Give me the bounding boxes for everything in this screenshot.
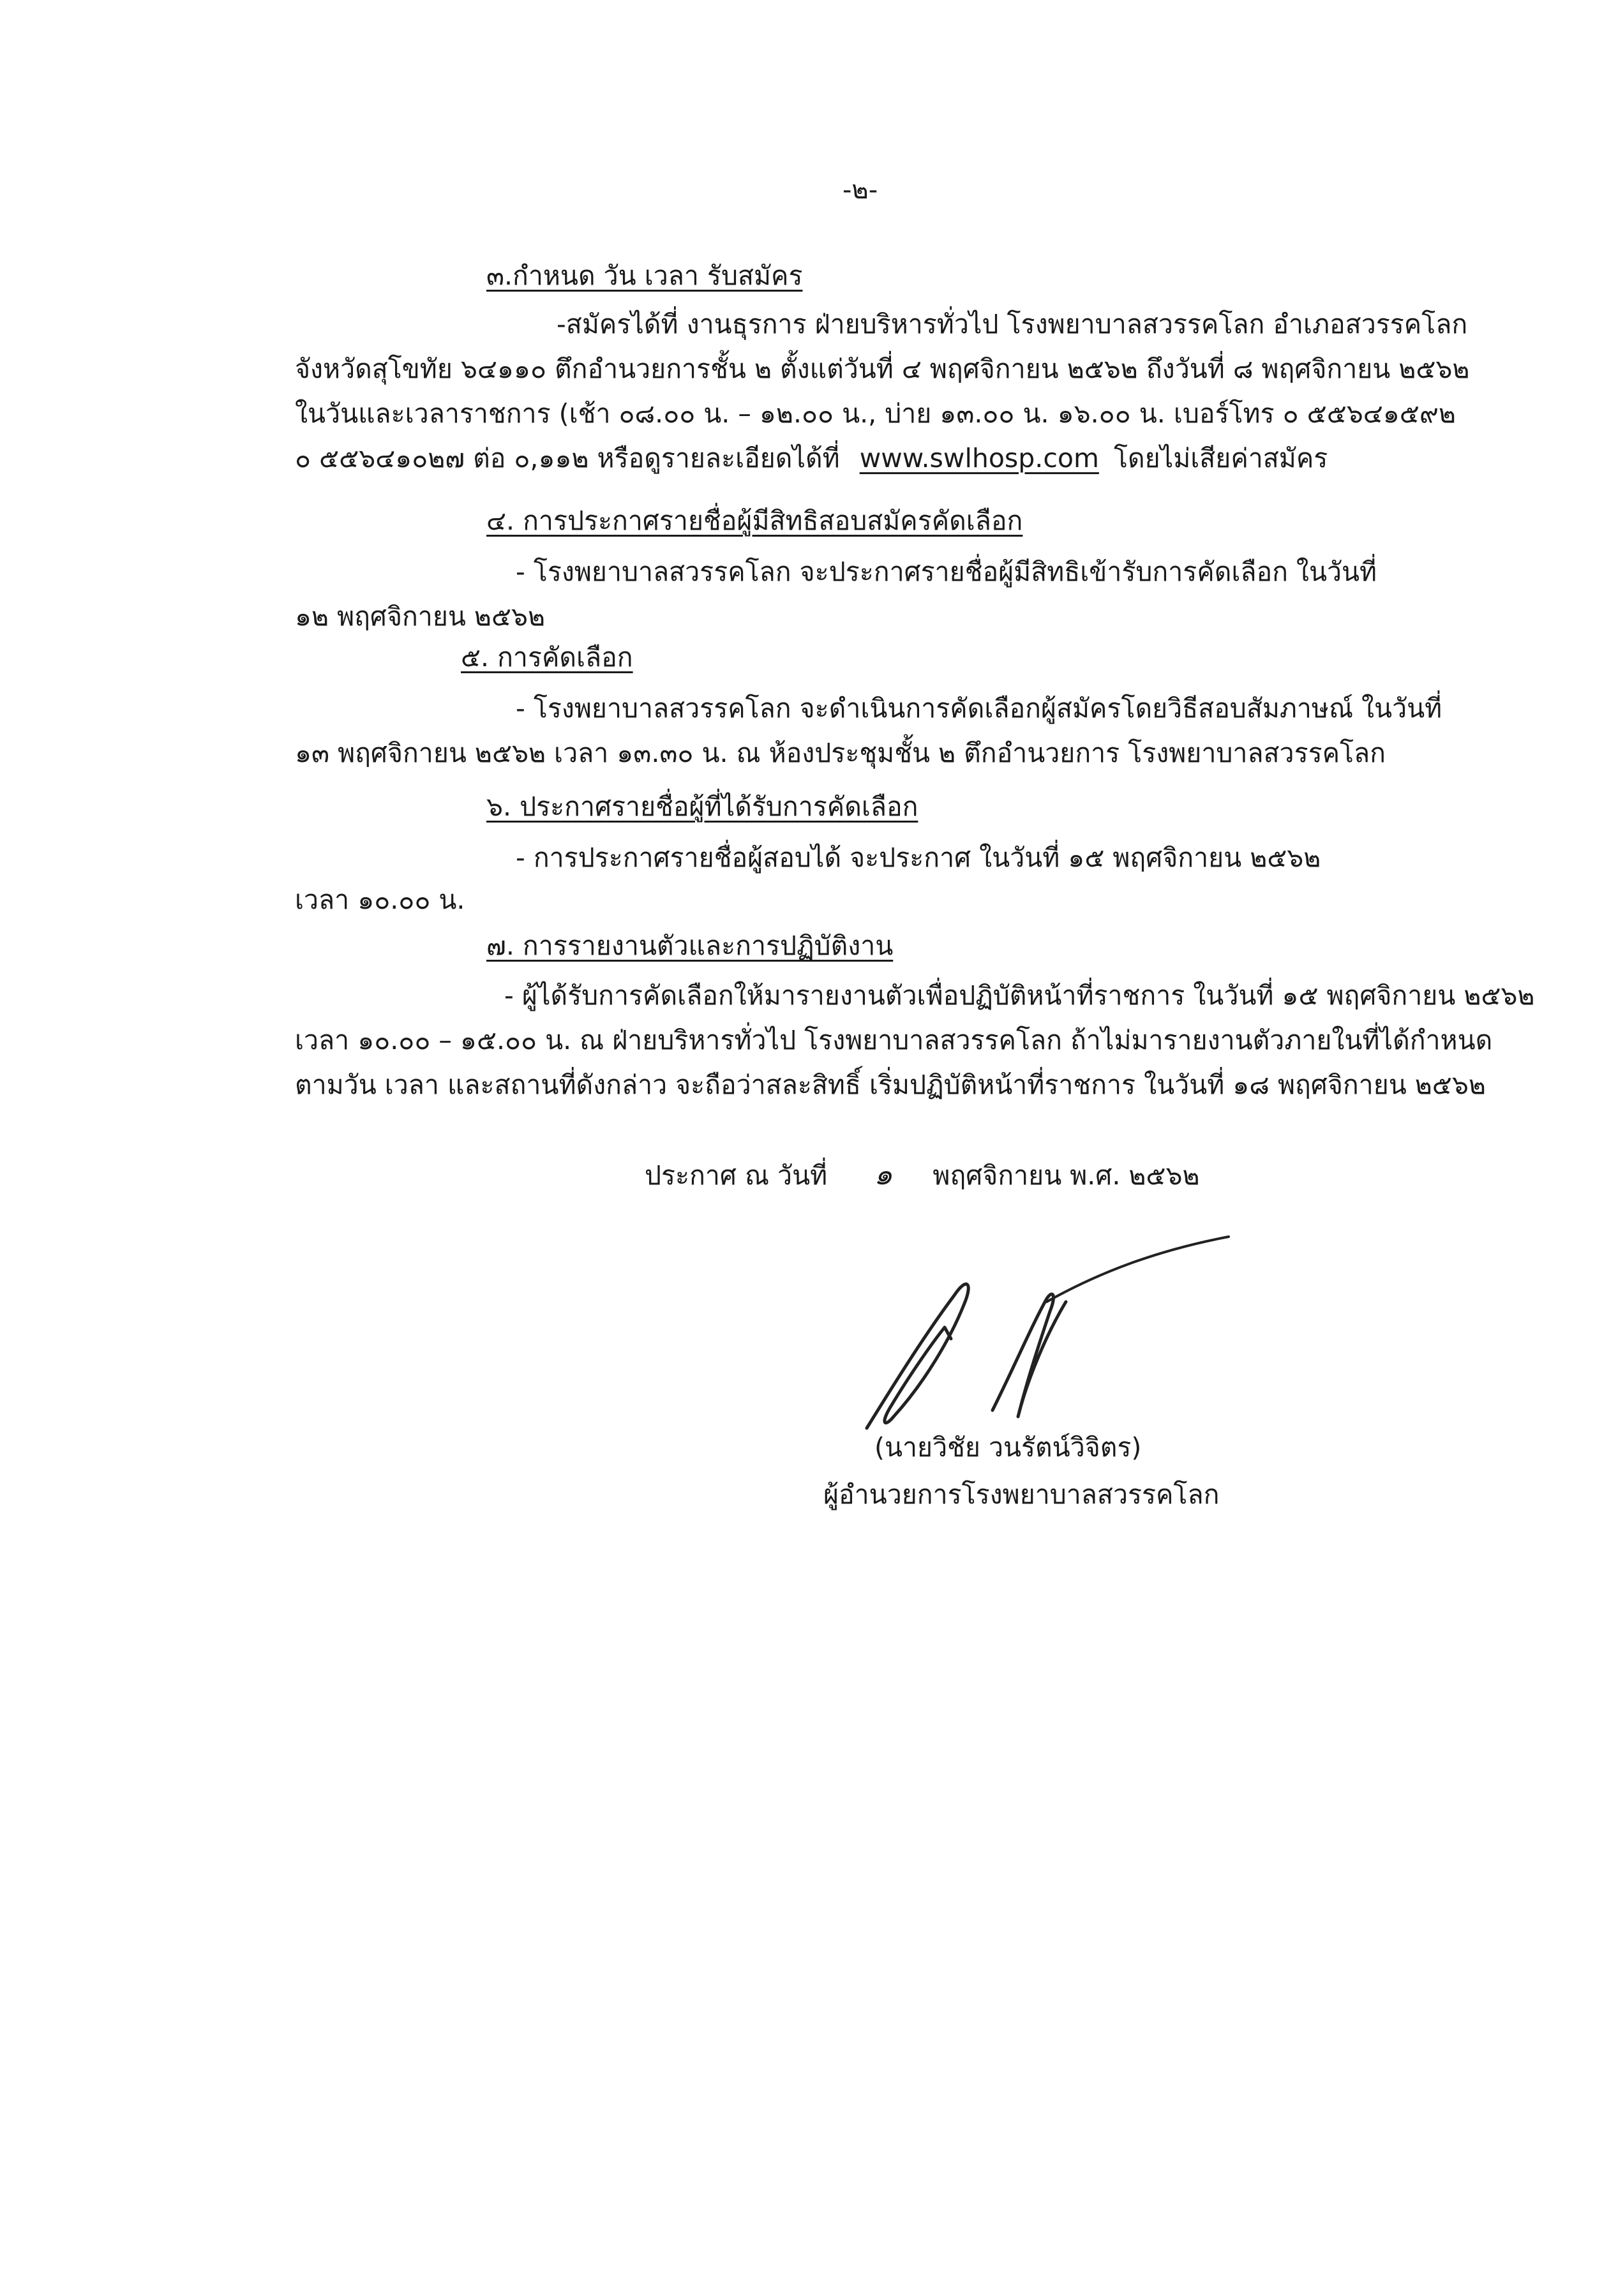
section6-heading: ๖. ประกาศรายชื่อผู้ที่ได้รับการคัดเลือก [486,791,918,822]
section5-line-2: ๑๓ พฤศจิกายน ๒๕๖๒ เวลา ๑๓.๓๐ น. ณ ห้องประชุมชั้น ๒ ตึกอำนวยการ โรงพยาบาลสวรรคโลก [295,738,1386,768]
section3-line-3: ในวันและเวลาราชการ (เช้า ๐๘.๐๐ น. – ๑๒.๐๐ น., บ่าย ๑๓.๐๐ น. ๑๖.๐๐ น. เบอร์โทร ๐ ๕๕๖๔๑๕๙๒ [295,398,1456,429]
signature-stroke-1 [867,1284,968,1428]
section4-heading: ๔. การประกาศรายชื่อผู้มีสิทธิสอบสมัครคัดเลือก [486,505,1023,536]
section5-heading: ๕. การคัดเลือก [461,642,633,673]
signature-stroke-2 [993,1294,1066,1417]
signature-stroke-3 [1047,1237,1229,1302]
section3-line-2: จังหวัดสุโขทัย ๖๔๑๑๐ ตึกอำนวยการชั้น ๒ ตั้งแต่วันที่ ๔ พฤศจิกายน ๒๕๖๒ ถึงวันที่ ๘ พฤศจิกายน ๒๕๖๒ [295,354,1470,384]
signatory-title: ผู้อำนวยการโรงพยาบาลสวรรคโลก [823,1479,1220,1510]
section6-line-1: - การประกาศรายชื่อผู้สอบได้ จะประกาศ ในวันที่ ๑๕ พฤศจิกายน ๒๕๖๒ [516,842,1321,873]
signatory-name: (นายวิชัย วนรัตน์วิจิตร) [874,1432,1142,1463]
section7-line-2: เวลา ๑๐.๐๐ – ๑๕.๐๐ น. ณ ฝ่ายบริหารทั่วไป โรงพยาบาลสวรรคโลก ถ้าไม่มารายงานตัวภายในที่ได้กำหนด [295,1025,1493,1055]
announcement-prefix: ประกาศ ณ วันที่ [645,1160,828,1191]
website-link[interactable]: www.swlhosp.com [859,443,1099,473]
section7-heading: ๗. การรายงานตัวและการปฏิบัติงาน [486,930,894,961]
section5-line-1: - โรงพยาบาลสวรรคโลก จะดำเนินการคัดเลือกผู้สมัครโดยวิธีสอบสัมภาษณ์ ในวันที่ [516,693,1442,724]
section3-line-4-prefix: ๐ ๕๕๖๔๑๐๒๗ ต่อ ๐,๑๑๒ หรือดูรายละเอียดได้ที่ [295,443,840,473]
section3-line-4 [295,439,1328,477]
page-number: -๒- [843,175,878,205]
section3-line-1: -สมัครได้ที่ งานธุรการ ฝ่ายบริหารทั่วไป โรงพยาบาลสวรรคโลก อำเภอสวรรคโลก [557,309,1468,339]
announcement-date [645,1155,1200,1195]
section6-line-2: เวลา ๑๐.๐๐ น. [295,884,465,915]
section7-line-3: ตามวัน เวลา และสถานที่ดังกล่าว จะถือว่าสละสิทธิ์ เริ่มปฏิบัติหน้าที่ราชการ ในวันที่ ๑๘ พฤศจิกายน ๒๕๖๒ [295,1070,1486,1100]
section4-line-2: ๑๒ พฤศจิกายน ๒๕๖๒ [295,601,546,632]
section3-line-4-suffix: โดยไม่เสียค่าสมัคร [1113,443,1328,473]
announcement-day: ๑ [874,1157,893,1191]
signature-image [855,1225,1251,1455]
announcement-suffix: พฤศจิกายน พ.ศ. ๒๕๖๒ [933,1160,1200,1191]
section3-heading: ๓.กำหนด วัน เวลา รับสมัคร [486,260,803,291]
section4-line-1: - โรงพยาบาลสวรรคโลก จะประกาศรายชื่อผู้มีสิทธิเข้ารับการคัดเลือก ในวันที่ [516,556,1377,587]
section7-line-1: - ผู้ได้รับการคัดเลือกให้มารายงานตัวเพื่อปฏิบัติหน้าที่ราชการ ในวันที่ ๑๕ พฤศจิกายน ๒๕๖๒ [504,980,1535,1011]
